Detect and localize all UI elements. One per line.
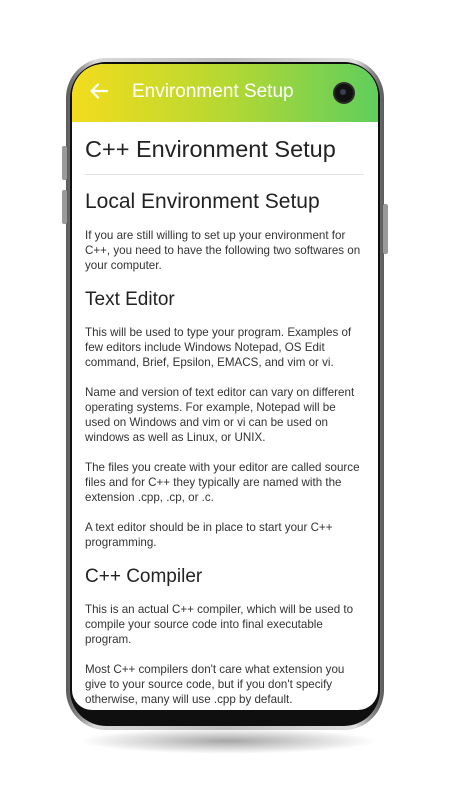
paragraph-local-environment: If you are still willing to set up your environment for C++, you need to have the following two softwares on your computer.: [85, 229, 361, 272]
paragraph-compiler-2: Most C++ compilers don't care what extension you give to your source code, but if you don't specify otherwise, many will use .cpp by default.: [85, 663, 345, 706]
page-title: C++ Environment Setup: [85, 136, 364, 175]
app-bar-title: Environment Setup: [132, 81, 294, 102]
section-heading-compiler: C++ Compiler: [85, 566, 203, 587]
back-button[interactable]: [86, 80, 112, 106]
volume-up-button: [62, 146, 67, 180]
paragraph-text-editor-3: The files you create with your editor are called source files and for C++ they typically are named with the extension .cpp, .cp, or .c.: [85, 461, 360, 504]
power-button: [383, 204, 388, 254]
volume-down-button: [62, 190, 67, 224]
paragraph-compiler-1: This is an actual C++ compiler, which will be used to compile your source code into final executable program.: [85, 603, 354, 646]
phone-screen: [72, 64, 378, 710]
paragraph-text-editor-1: This will be used to type your program. Examples of few editors include Windows Notepad, OS Edit command, Brief, Epsilon, EMACS, and vim or vi.: [85, 326, 352, 369]
section-heading-local-environment: Local Environment Setup: [85, 190, 320, 213]
paragraph-text-editor-2: Name and version of text editor can vary on different operating systems. For example, Notepad will be used on Windows and vim or vi can be used on windows as well as Linux, or UNIX.: [85, 386, 355, 444]
app-bar: [72, 64, 378, 122]
section-heading-text-editor: Text Editor: [85, 289, 175, 310]
arrow-left-icon: [90, 83, 108, 104]
article-content[interactable]: [72, 122, 378, 710]
device-shadow: [78, 728, 378, 754]
paragraph-text-editor-4: A text editor should be in place to start your C++ programming.: [85, 521, 333, 549]
front-camera: [335, 84, 353, 102]
